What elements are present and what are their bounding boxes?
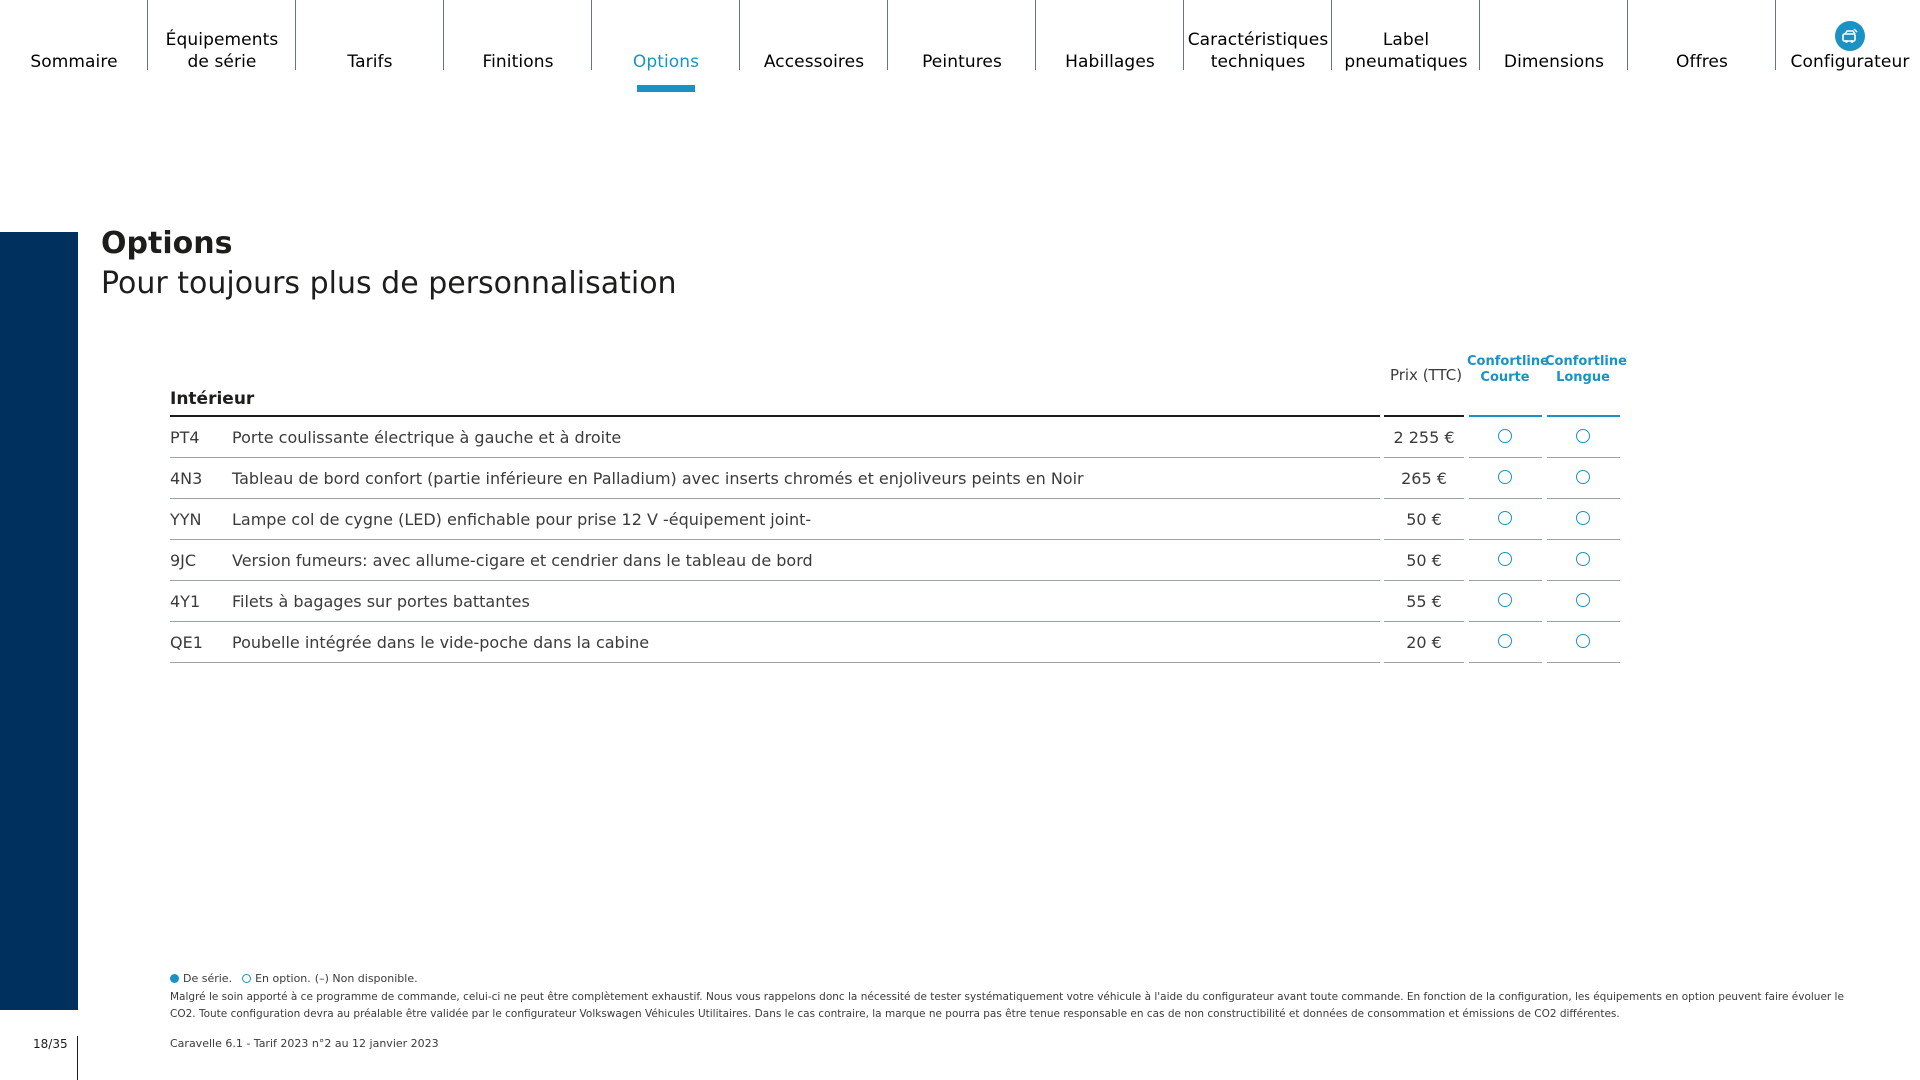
legend — [170, 972, 418, 985]
trim-header-confortline-courte: Confortline Courte — [1467, 354, 1549, 385]
nav-item-peintures[interactable] — [888, 0, 1036, 100]
legend-not-available: (–) Non disponible. — [314, 972, 418, 985]
option-available-icon — [1498, 511, 1512, 525]
section-title-interieur: Intérieur — [170, 389, 255, 409]
option-available-icon — [1576, 552, 1590, 566]
option-description: Filets à bagages sur portes battantes — [232, 592, 530, 611]
nav-item-accessoires[interactable] — [740, 0, 888, 100]
nav-item-label-pneumatiques[interactable] — [1332, 0, 1480, 100]
option-icon — [242, 974, 251, 983]
nav-label: Configurateur — [1790, 52, 1910, 72]
option-code: YYN — [170, 510, 202, 529]
option-available-icon — [1576, 634, 1590, 648]
nav-item-finitions[interactable] — [444, 0, 592, 100]
nav-label: Peintures — [922, 52, 1002, 72]
option-price: 50 € — [1406, 551, 1442, 570]
option-description: Poubelle intégrée dans le vide-poche dans la cabine — [232, 633, 650, 652]
top-navigation — [0, 0, 1920, 100]
page-subtitle: Pour toujours plus de personnalisation — [101, 266, 677, 301]
active-tab-indicator — [637, 85, 695, 92]
table-row — [0, 499, 1920, 540]
nav-item-caracteristiques-techniques[interactable] — [1184, 0, 1332, 100]
option-description: Porte coulissante électrique à gauche et à droite — [232, 428, 622, 447]
document-reference: Caravelle 6.1 - Tarif 2023 n°2 au 12 janvier 2023 — [170, 1037, 439, 1050]
nav-label: Équipements de série — [165, 30, 279, 72]
option-available-icon — [1498, 429, 1512, 443]
row-divider — [170, 662, 1380, 663]
trim-header-confortline-longue: Confortline Longue — [1545, 354, 1627, 385]
nav-label: Sommaire — [30, 52, 118, 72]
option-available-icon — [1498, 634, 1512, 648]
page-title: Options — [101, 226, 233, 261]
standard-equipment-icon — [170, 974, 179, 983]
nav-item-configurateur[interactable] — [1776, 0, 1920, 100]
option-available-icon — [1498, 593, 1512, 607]
option-available-icon — [1498, 552, 1512, 566]
nav-label: Finitions — [482, 52, 554, 72]
option-price: 55 € — [1406, 592, 1442, 611]
nav-item-tarifs[interactable] — [296, 0, 444, 100]
nav-item-habillages[interactable] — [1036, 0, 1184, 100]
page-number: 18/35 — [33, 1037, 68, 1051]
option-price: 265 € — [1401, 469, 1447, 488]
nav-label: Dimensions — [1503, 52, 1605, 72]
option-description: Tableau de bord confort (partie inférieure en Palladium) avec inserts chromés et enjoliveurs peints en Noir — [232, 469, 1084, 488]
nav-item-dimensions[interactable] — [1480, 0, 1628, 100]
option-available-icon — [1576, 593, 1590, 607]
table-row — [0, 458, 1920, 499]
table-row — [0, 417, 1920, 458]
option-code: 4Y1 — [170, 592, 201, 611]
option-available-icon — [1576, 470, 1590, 484]
nav-label: Options — [632, 52, 700, 72]
nav-label: Accessoires — [763, 52, 865, 72]
legend-option: En option. — [255, 972, 311, 985]
nav-item-options[interactable] — [592, 0, 740, 100]
table-row — [0, 540, 1920, 581]
option-available-icon — [1576, 429, 1590, 443]
option-code: 9JC — [170, 551, 197, 570]
row-divider-longue — [1547, 662, 1620, 663]
option-description: Version fumeurs: avec allume-cigare et cendrier dans le tableau de bord — [232, 551, 813, 570]
nav-label: Offres — [1676, 52, 1728, 72]
table-row — [0, 581, 1920, 622]
option-code: QE1 — [170, 633, 203, 652]
option-available-icon — [1498, 470, 1512, 484]
option-code: 4N3 — [170, 469, 203, 488]
option-price: 20 € — [1406, 633, 1442, 652]
row-divider-courte — [1469, 662, 1542, 663]
van-configurator-icon — [1835, 21, 1865, 51]
option-available-icon — [1576, 511, 1590, 525]
footer-divider — [77, 1036, 78, 1080]
row-divider-price — [1384, 662, 1464, 663]
nav-item-equipements-de-serie[interactable] — [148, 0, 296, 100]
nav-label: Habillages — [1065, 52, 1155, 72]
price-column-header: Prix (TTC) — [1389, 366, 1463, 384]
legend-serie: De série. — [183, 972, 233, 985]
disclaimer: Malgré le soin apporté à ce programme de commande, celui-ci ne peut être complètement exhaustif. Nous vous rappelons donc la nécessité de tester systématiquement votre véhicule à l'aide du configurateur avant toute commande. En fonction de la configuration, les équipements en option peuvent faire évoluer le CO2. Toute configuration devra au préalable être validée par le configurateur Volkswagen Véhicules Utilitaires. Dans le cas contraire, la marque ne pourra pas être tenue responsable en cas de non constructibilité et données de consommation et émissions de CO2 différentes. — [170, 991, 1844, 1020]
option-code: PT4 — [170, 428, 200, 447]
nav-item-sommaire[interactable] — [0, 0, 148, 100]
nav-label: Label pneumatiques — [1344, 30, 1468, 72]
options-table — [0, 417, 1920, 663]
option-description: Lampe col de cygne (LED) enfichable pour prise 12 V -équipement joint- — [232, 510, 812, 529]
nav-label: Tarifs — [347, 52, 393, 72]
option-price: 2 255 € — [1393, 428, 1455, 447]
option-price: 50 € — [1406, 510, 1442, 529]
nav-item-offres[interactable] — [1628, 0, 1776, 100]
nav-label: Caractéristiques techniques — [1187, 30, 1329, 72]
table-row — [0, 622, 1920, 663]
